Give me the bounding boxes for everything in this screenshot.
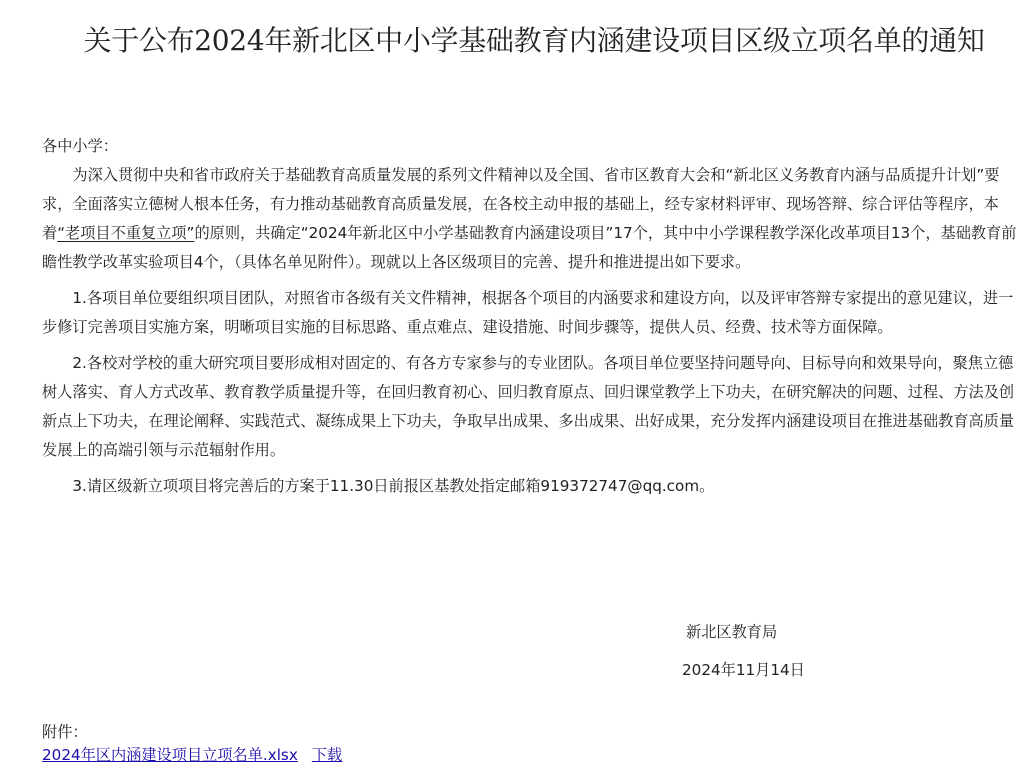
requirement-2: 2.各校对学校的重大研究项目要形成相对固定的、有各方专家参与的专业团队。各项目单位要坚持问题导向、目标导向和效果导向，聚焦立德树人落实、育人方式改革、教育教学质量提升等，在回归教育初心、回归教育原点、回归课堂教学上下功夫，在研究解决的问题、过程、方法及创新点上下功夫，在理论阐释、实践范式、凝练成果上下功夫，争取早出成果、多出成果、出好成果，充分发挥内涵建设项目在推进基础教育高质量发展上的高端引领与示范辐射作用。	[42, 354, 1014, 459]
intro-text-after: 的原则，共确定“2024年新北区中小学基础教育内涵建设项目”17个，其中中小学课程教学深化改革项目13个，基础教育前瞻性教学改革实验项目4个，（具体名单见附件）。现就以上各区级项目的完善、提升和推进提出如下要求。	[42, 224, 1017, 271]
attachment-file-link[interactable]: 2024年区内涵建设项目立项名单.xlsx	[42, 746, 298, 764]
attachment-download-link[interactable]: 下载	[311, 746, 343, 764]
signature: 新北区教育局	[686, 623, 778, 641]
requirement-3: 3.请区级新立项项目将完善后的方案于11.30日前报区基教处指定邮箱919372747@qq.com。	[72, 477, 715, 495]
intro-text-before: 为深入贯彻中央和省市政府关于基础教育高质量发展的系列文件精神以及全国、省市区教育大会和“新北区义务教育内涵与品质提升计划”要求，全面落实立德树人根本任务，有力推动基础教育高质量发展，在各校主动申报的基础上，经专家材料评审、现场答辩、综合评估等程序，本着	[42, 166, 1000, 242]
salutation: 各中小学：	[42, 137, 118, 155]
requirement-1: 1.各项目单位要组织项目团队，对照省市各级有关文件精神，根据各个项目的内涵要求和建设方向，以及评审答辩专家提出的意见建议，进一步修订完善项目实施方案，明晰项目实施的目标思路、重点难点、建设措施、时间步骤等，提供人员、经费、技术等方面保障。	[42, 289, 1014, 336]
attachment-row	[42, 743, 342, 767]
intro-paragraph	[42, 161, 1022, 277]
attachment-label: 附件：	[42, 723, 88, 741]
issue-date: 2024年11月14日	[682, 661, 805, 679]
page-title: 关于公布2024年新北区中小学基础教育内涵建设项目区级立项名单的通知	[83, 24, 985, 57]
notice-body	[42, 132, 1022, 501]
intro-highlight: “老项目不重复立项”	[57, 224, 195, 242]
